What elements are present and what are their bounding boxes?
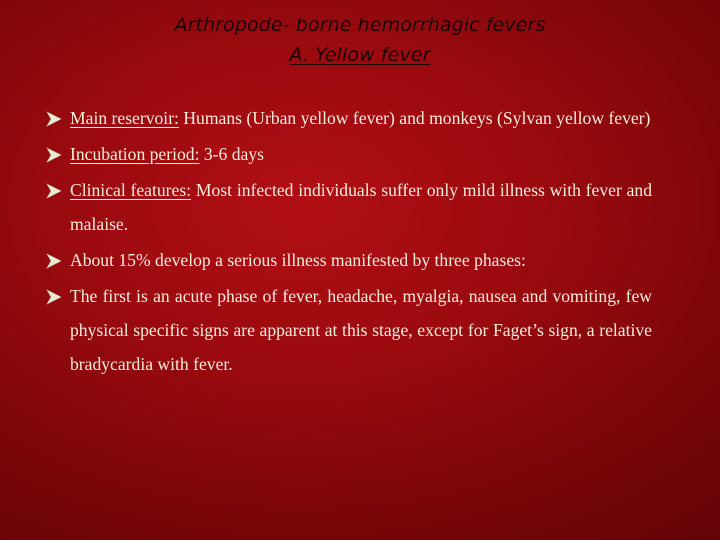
- bullet-text: About 15% develop a serious illness manifested by three phases:: [70, 250, 526, 270]
- title-block: [0, 10, 720, 70]
- bullet-text: The first is an acute phase of fever, headache, myalgia, nausea and vomiting, few physical specific signs are apparent at this stage, except for Faget’s sign, a relative bradycardia with fever.: [70, 286, 652, 374]
- bullet-text: Humans (Urban yellow fever) and monkeys (Sylvan yellow fever): [178, 108, 651, 128]
- bullet-label: Clinical features:: [70, 180, 192, 200]
- arrowhead-bullet-icon: [46, 289, 62, 305]
- bullet-label: Main reservoir:: [70, 108, 179, 128]
- slide-subtitle: A. Yellow fever: [289, 44, 431, 66]
- arrowhead-bullet-icon: [46, 111, 62, 127]
- bullet-label: Incubation period:: [70, 144, 200, 164]
- bullet-item: [46, 173, 652, 241]
- bullet-list: [46, 101, 652, 381]
- bullet-item: [46, 137, 652, 171]
- bullet-text: Most infected individuals suffer only mild illness with fever and malaise.: [70, 180, 652, 234]
- bullet-item: [46, 279, 652, 381]
- arrowhead-bullet-icon: [46, 183, 62, 199]
- arrowhead-bullet-icon: [46, 147, 62, 163]
- bullet-item: [46, 101, 652, 135]
- arrowhead-bullet-icon: [46, 253, 62, 269]
- bullet-text: 3-6 days: [199, 144, 264, 164]
- bullet-item: [46, 243, 652, 277]
- slide-title: Arthropode- borne hemorrhagic fevers: [174, 14, 546, 36]
